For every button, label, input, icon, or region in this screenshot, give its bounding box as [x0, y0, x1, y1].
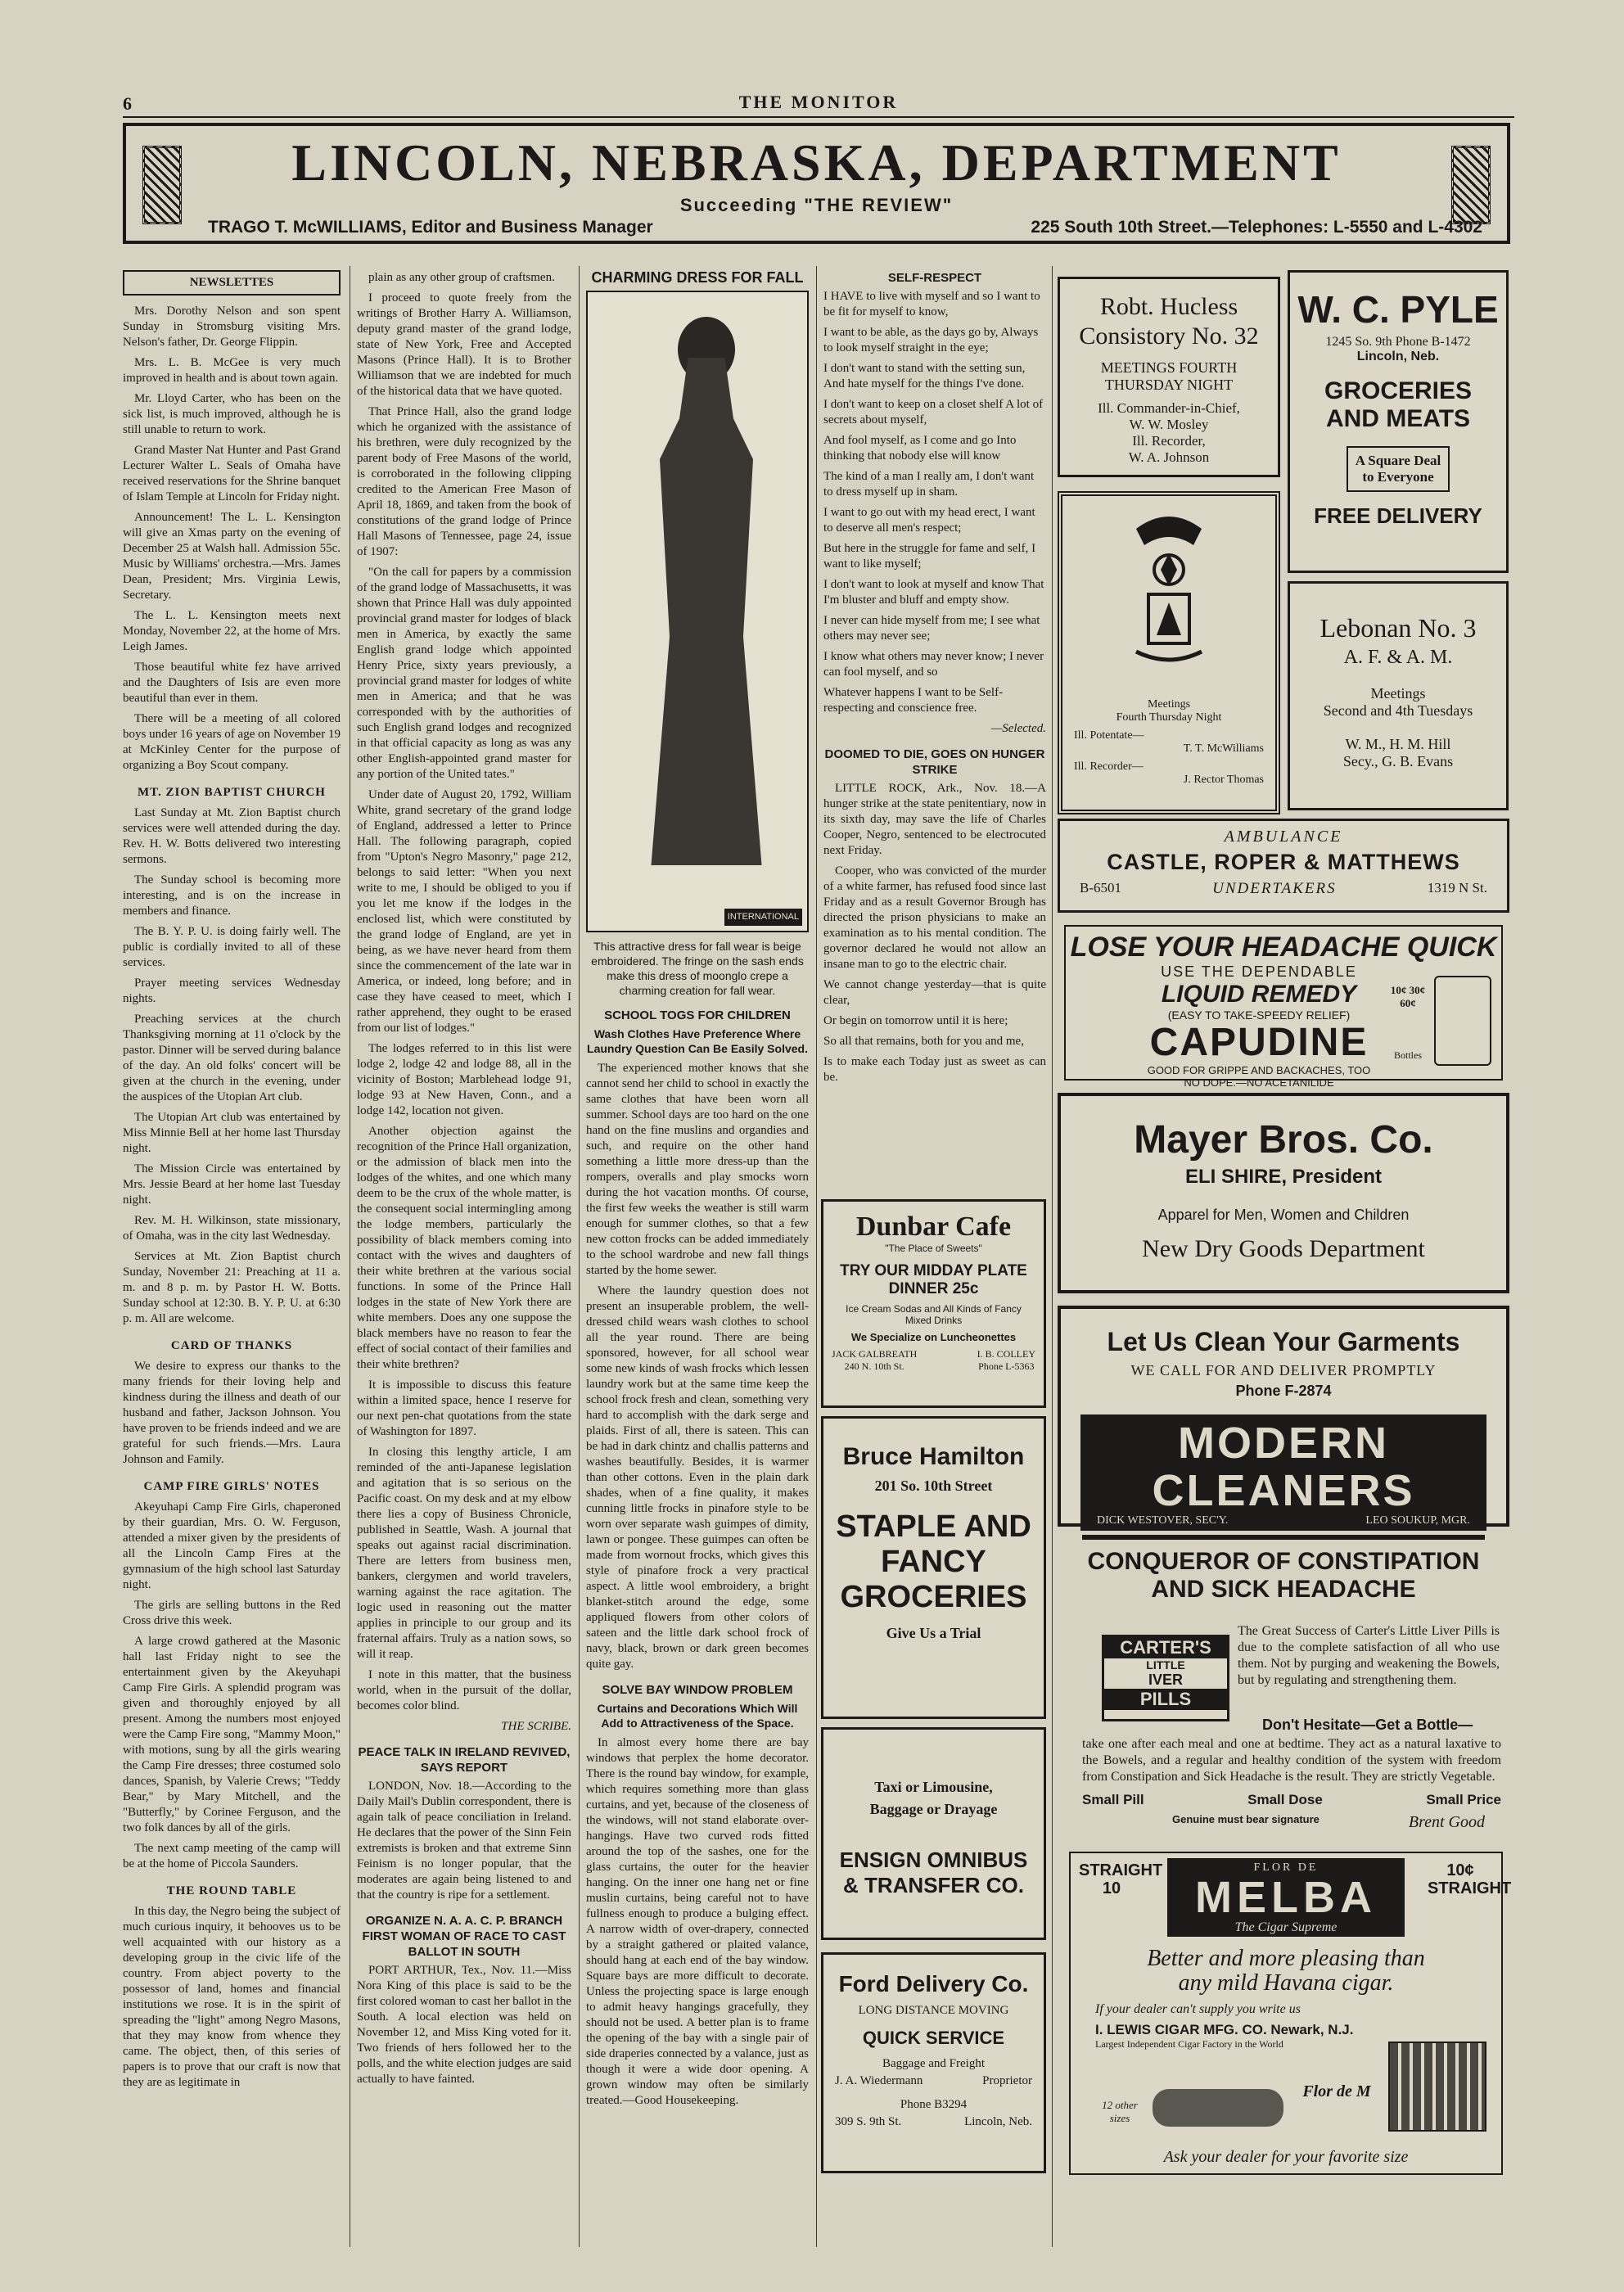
- roundtable-text: In this day, the Negro being the subject of much curious inquiry, it behooves us to be well acquainted with our history as a developing group in the civic life of the country. From abject poverty to the possessor of land, homes and financial institutions we rose. It is in the spirit of spreading the "light" among Negro Masons, that they may know from whence they came. The object, then, of this series of papers is to prove that our craft is now that they are as legitimate in: [123, 1905, 341, 2089]
- news-item: Mr. Lloyd Carter, who has been on the sick list, is much improved, although he is still unable to return to work.: [123, 392, 341, 436]
- melba-left: STRAIGHT 10: [1079, 1861, 1163, 1897]
- hucless-name: Robt. Hucless Consistory No. 32: [1079, 293, 1259, 350]
- news-item: Grand Master Nat Hunter and Past Grand Lecturer Walter L. Seals of Omaha have received reservations for the Shrine banquet of Islam Temple at Lincoln for Friday night.: [123, 444, 341, 503]
- capudine-head: LOSE YOUR HEADACHE QUICK: [1070, 932, 1497, 963]
- melba-footer: Ask your dealer for your favorite size: [1163, 2148, 1409, 2166]
- melba-line2: any mild Havana cigar.: [1178, 1970, 1394, 1996]
- owner-name: JACK GALBREATH: [832, 1348, 918, 1360]
- poem-line: We cannot change yesterday—that is quite clear,: [823, 978, 1046, 1007]
- head-rule: [123, 116, 1514, 118]
- dunbar-left: [832, 1348, 917, 1373]
- capudine-line2: LIQUID REMEDY: [1161, 981, 1357, 1008]
- carters-hesitate: Don't Hesitate—Get a Bottle—: [1262, 1717, 1473, 1733]
- hamilton-line2: FANCY: [881, 1545, 986, 1579]
- news-item: The next camp meeting of the camp will be at the home of Piccola Saunders.: [123, 1842, 341, 1870]
- news-item: Mrs. L. B. McGee is very much improved in health and is about town again.: [123, 356, 341, 385]
- ford-delivery-ad: [821, 1952, 1046, 2173]
- shrine-line1: Meetings: [1147, 698, 1191, 711]
- masthead-subtitle: Succeeding "THE REVIEW": [679, 195, 954, 215]
- cleaners-banner: [1080, 1414, 1486, 1531]
- hamilton-line3: GROCERIES: [840, 1580, 1027, 1614]
- article-paragraph: plain as any other group of craftsmen.: [368, 271, 555, 284]
- castle-mid: UNDERTAKERS: [1212, 880, 1337, 897]
- pyle-line1: GROCERIES AND MEATS: [1324, 377, 1473, 432]
- campfire-heading: CAMP FIRE GIRLS' NOTES: [143, 1480, 320, 1493]
- photo-credit: INTERNATIONAL: [724, 909, 802, 926]
- ensign-ad: [821, 1727, 1046, 1940]
- lebanon-line2: Second and 4th Tuesdays: [1323, 702, 1473, 719]
- hucless-line4: Ill. Recorder,: [1132, 433, 1206, 449]
- paper-name: THE MONITOR: [738, 92, 899, 112]
- pyle-city: Lincoln, Neb.: [1356, 350, 1440, 363]
- news-item: There will be a meeting of all colored boys under 16 years of age on November 19 at McKinley Center for the purpose of organizing a Boy Scout company.: [123, 712, 341, 772]
- hamilton-ad: [821, 1416, 1046, 1719]
- melba-line1: Better and more pleasing than: [1147, 1946, 1425, 1971]
- ford-address-row: [835, 2115, 1032, 2129]
- cleaners-phone: Phone F-2874: [1235, 1383, 1332, 1399]
- melba-flor: FLOR DE: [1253, 1861, 1319, 1874]
- article-paragraph: "On the call for papers by a commission of the grand lodge of Massachusetts, it was shown that Prince Hall was duly appointed provincial grand master for lodges of black men in America, by exactly the same English grand lodge which appointed Henry Price, sixty years previously, a provincial grand master for lodges of white men in America; and that he was corresponded with by the authorities of such English grand lodges and recognized in that official capacity as long as was any other English-appointed grand master for any portion of the United tates.": [357, 566, 571, 781]
- ford-line3: Baggage and Freight: [882, 2057, 985, 2070]
- carters-body2: take one after each meal and one at bedtime. They act as a natural laxative to the Bowels, and a regular and healthy condition of the system with freedom from Constipation and Sick Headache is the result. They are strictly Vegetable.: [1082, 1737, 1501, 1784]
- poem-line: Or begin on tomorrow until it is here;: [823, 1014, 1008, 1027]
- article-paragraph: I note in this matter, that the business world, when in the pursuit of the dollar, becomes color blind.: [357, 1668, 571, 1712]
- shrine-line5: Ill. Recorder—: [1074, 760, 1144, 773]
- masthead: [123, 123, 1510, 244]
- ensign-name2: & TRANSFER CO.: [843, 1873, 1024, 1897]
- shrine-ad: [1058, 491, 1280, 814]
- ford-owner-row: [835, 2074, 1032, 2088]
- hucless-line1: MEETINGS FOURTH THURSDAY NIGHT: [1100, 359, 1238, 393]
- news-item: Prayer meeting services Wednesday nights.: [123, 977, 341, 1005]
- melba-maker2: Largest Independent Cigar Factory in the World: [1095, 2038, 1283, 2050]
- hamilton-name: Bruce Hamilton: [842, 1443, 1025, 1470]
- lebanon-lodge-ad: [1288, 581, 1509, 810]
- capudine-name: CAPUDINE: [1149, 1021, 1369, 1064]
- ford-address: 309 S. 9th St.: [835, 2115, 902, 2128]
- carters-signature: Brent Good: [1408, 1813, 1485, 1831]
- hamilton-address: 201 So. 10th Street: [874, 1478, 993, 1494]
- peace-text: LONDON, Nov. 18.—According to the Daily Mail's Dublin correspondent, there is again talk of peace conciliation in Ireland. He declares that the power of the Sinn Fein extremists is broken and that extreme Sinn Feinism is no longer popular, that the moderates are again being listened to and that the country is ripe for a settlement.: [357, 1780, 571, 1902]
- melba-line3: If your dealer can't supply you write us: [1095, 2002, 1301, 2016]
- poem-line: Is to make each Today just as sweet as can be.: [823, 1055, 1046, 1084]
- ford-phone: Phone B3294: [900, 2098, 968, 2111]
- news-item: The girls are selling buttons in the Red Cross drive this week.: [123, 1599, 341, 1627]
- poem-line: I know what others may never know; I never can fool myself, and so: [823, 650, 1044, 679]
- carters-logo4: PILLS: [1104, 1689, 1227, 1710]
- ford-line2: QUICK SERVICE: [862, 2028, 1005, 2048]
- poem-signature: —Selected.: [990, 722, 1046, 735]
- modern-cleaners-ad: [1058, 1306, 1509, 1527]
- article-paragraph: In almost every home there are bay windows that perplex the home decorator. There is the round bay window, for example, which requires something more than glass curtains, and yet, because of the closeness of the windows, will not stand elaborate over-hangings. Have two curved rods fitted around the top of the sashes, one for the glass curtains, the outer for the heavier hanging. On the inner one hang net or fine muslin curtains, being careful not to have fullness enough to produce a bulging effect. A narrow width of over-drapery, connected by a straight gathered or plaited valance, should hang at each end of the bay window. Square bays are more difficult to decorate. Unless the projecting space is large enough to admit heavy hangings gracefully, they should not be used. A better plan is to frame the opening of the bay with a single pair of side draperies connected by a valance, just as though it were a wide door opening. A grown window may often be similarly treated.—Good Housekeeping.: [586, 1736, 809, 2107]
- carters-small2: Small Dose: [1247, 1792, 1323, 1807]
- poem-line: I don't want to look at myself and know That I'm bluster and bluff and empty show.: [823, 578, 1044, 607]
- shrine-line6: J. Rector Thomas: [1183, 774, 1264, 786]
- carters-logo: [1102, 1635, 1229, 1721]
- column-2: [357, 270, 571, 2251]
- capudine-prices: 10¢ 30¢ 60¢: [1390, 984, 1426, 1009]
- news-item: The Sunday school is becoming more interesting, and is on the increase in members and finance.: [123, 873, 341, 918]
- ensign-line2: Baggage or Drayage: [869, 1801, 998, 1817]
- news-item: A large crowd gathered at the Masonic hall last Friday night to see the entertainment given by the Akeyuhapi Camp Fire Girls. A splendid program was given and thoroughly enjoyed by all present. Among the numbers most enjoyed were the Camp Fire song, "Mammy Moon," with motions, sung by all the girls wearing the Camp Fire dresses; three costumed solo dances, Spanish, by Valerie Crews; "Teddy Bear," by Mary Mitchell, and the "Butterfly," by Corinee Ferguson, and the two folk dances by all of the girls.: [123, 1635, 341, 1834]
- article-paragraph: The lodges referred to in this list were lodge 2, lodge 42 and lodge 88, all in the vicinity of Boston; Marblehead lodge 91, lodge 93 at New Haven, Conn., and a lodge 142, location not given.: [357, 1042, 571, 1117]
- column-rule: [816, 266, 817, 2247]
- fashion-title: CHARMING DRESS FOR FALL: [591, 269, 804, 286]
- melba-other: 12 other sizes: [1102, 2099, 1138, 2124]
- carters-head2: AND SICK HEADACHE: [1151, 1576, 1416, 1603]
- togs-subheading: Wash Clothes Have Preference Where Laundry Question Can Be Easily Solved.: [587, 1027, 808, 1055]
- dunbar-right: [977, 1348, 1035, 1373]
- column-rule: [1052, 266, 1053, 2247]
- news-item: The L. L. Kensington meets next Monday, November 22, at the home of Mrs. Leigh James.: [123, 609, 341, 653]
- news-item: Those beautiful white fez have arrived and the Daughters of Isis are even more beautiful than ever in them.: [123, 661, 341, 705]
- lebanon-name: Lebonan No. 3: [1320, 613, 1477, 643]
- poem-line: Whatever happens I want to be Self-respecting and conscience free.: [823, 686, 1004, 715]
- capudine-line1: USE THE DEPENDABLE: [1161, 963, 1357, 980]
- pyle-name: W. C. PYLE: [1297, 288, 1499, 331]
- melba-right: 10¢ STRAIGHT: [1428, 1861, 1512, 1897]
- carters-small3: Small Price: [1426, 1792, 1501, 1807]
- mayer-bros-ad: [1058, 1093, 1509, 1293]
- lebanon-line3: W. M., H. M. Hill: [1345, 736, 1451, 752]
- dunbar-owners: [832, 1348, 1035, 1373]
- carters-head1: CONQUEROR OF CONSTIPATION: [1087, 1548, 1480, 1575]
- article-signature: THE SCRIBE.: [501, 1720, 571, 1733]
- column-3: [586, 270, 809, 2251]
- ford-title: Proprietor: [982, 2074, 1032, 2087]
- carters-logo2: LITTLE: [1146, 1658, 1185, 1672]
- castle-address: 1319 N St.: [1427, 880, 1487, 896]
- dunbar-tagline: "The Place of Sweets": [885, 1243, 982, 1254]
- hucless-line2: Ill. Commander-in-Chief,: [1098, 400, 1240, 416]
- thanks-heading: CARD OF THANKS: [170, 1339, 293, 1352]
- hucless-consistory-ad: [1058, 277, 1280, 477]
- article-paragraph: Where the laundry question does not present an insuperable problem, the well-dressed child wears wash clothes to school all the year round. There are being sponsored, however, for all school wear some new kinds of wash frocks which lessen laundry work but at the same time keep the school frock fresh and clean, something very hard to accomplish with the dark serge and plaids. First of all, there is sateen. This can be had in dark chintz and challis patterns and washes beautifully. Besides, it is warmer than other cottons. Even in the plain dark shades, when of a fine quality, it makes cunning little frocks in pinafore style to be worn over separate wash guimpes of dimity, lawn or pongee. These guimpes can often be made from wornout frocks, which gives this style of pinafore frock a very practical aspect. A little wool embroidery, a bright blanket-stitch around the edge, some appliqued flowers from other colors of sateen and the little dark school frock of navy, black, brown or dark green becomes quite gay.: [586, 1284, 809, 1671]
- article-paragraph: The experienced mother knows that she cannot send her child to school in exactly the same clothes that have been worn all summer. School days are too hard on the one hand on the fine muslins and organdies and such, and require on the other hand something a little more dress-up than the rompers, overalls and play smocks worn during the hot vacation months. Of course, the first few weeks the weather is still warm enough for summer clothes, so that a few new cotton frocks can be added immediately to the school wardrobe and new fall things started by the home sewer.: [586, 1062, 809, 1277]
- hucless-line5: W. A. Johnson: [1128, 449, 1210, 465]
- poem-line: I want to go out with my head erect, I want to deserve all men's respect;: [823, 506, 1035, 535]
- column-4: [823, 270, 1046, 1203]
- mayer-line1: Apparel for Men, Women and Children: [1157, 1207, 1410, 1223]
- poem-line: I HAVE to live with myself and so I want to be fit for myself to know,: [823, 290, 1040, 318]
- togs-heading: SCHOOL TOGS FOR CHILDREN: [604, 1008, 791, 1022]
- news-item: Rev. M. H. Wilkinson, state missionary, of Omaha, was in the city last Wednesday.: [123, 1214, 341, 1243]
- carters-logo3: IVER: [1148, 1672, 1183, 1688]
- poem-line: I want to be able, as the days go by, Always to look myself straight in the eye;: [823, 326, 1039, 354]
- capudine-line4: GOOD FOR GRIPPE AND BACKACHES, TOO: [1147, 1064, 1371, 1076]
- news-item: Preaching services at the church Thanksgiving morning at 11 o'clock by the pastor. Dinner will be served during balance of the day. An old folks' concert will be given at the church in the evening, under the auspices of the Utopian Art club.: [123, 1013, 341, 1103]
- roundtable-heading: THE ROUND TABLE: [166, 1884, 297, 1897]
- pyle-grocery-ad: [1288, 270, 1509, 573]
- mayer-line2: New Dry Goods Department: [1142, 1235, 1425, 1262]
- hamilton-line1: STAPLE AND: [836, 1509, 1031, 1544]
- news-item: Services at Mt. Zion Baptist church Sunday, November 21: Preaching at 11 a. m. and 8 p. m. by Pastor H. W. Botts. Sunday school at 12:30. B. Y. P. U. at 6:30 p. m. All are welcome.: [123, 1250, 341, 1325]
- glass-icon: [1434, 976, 1491, 1066]
- hamilton-line4: Give Us a Trial: [886, 1625, 981, 1641]
- owner-name: I. B. COLLEY: [977, 1348, 1035, 1360]
- zion-heading: MT. ZION BAPTIST CHURCH: [138, 786, 326, 799]
- article-paragraph: In closing this lengthy article, I am reminded of the anti-Japanese legislation and agitation that is so serious on the Pacific coast. On my desk and at my elbow there lies a copy of Business Chronicle, published in Seattle, Wash. A journal that speaks out against racial discrimination. There are letters from business men, bankers, clergymen and world travelers, warning against the race agitation. The logic used in reasoning out the matter applies in principle to our group and its fraternal affairs. Truly as a nation sows, so will it reap.: [357, 1446, 571, 1661]
- capudine-bottles: Bottles: [1393, 1049, 1422, 1061]
- article-paragraph: LITTLE ROCK, Ark., Nov. 18.—A hunger strike at the state penitentiary, now in its sixth day, may save the life of Charles Cooper, Negro, sentenced to be electrocuted next Friday.: [823, 782, 1046, 857]
- lebanon-line1: Meetings: [1370, 685, 1426, 702]
- poem-line: I don't want to keep on a closet shelf A lot of secrets about myself,: [823, 398, 1044, 426]
- mayer-president: ELI SHIRE, President: [1184, 1166, 1383, 1188]
- carters-small1: Small Pill: [1082, 1792, 1144, 1807]
- news-item: The Mission Circle was entertained by Mrs. Jessie Beard at her home last Tuesday night.: [123, 1162, 341, 1207]
- ford-city: Lincoln, Neb.: [964, 2115, 1032, 2128]
- melba-banner: [1167, 1858, 1405, 1937]
- poem-line: The kind of a man I really am, I don't want to dress myself up in sham.: [823, 470, 1035, 499]
- shrine-line2: Fourth Thursday Night: [1116, 711, 1222, 724]
- article-paragraph: That Prince Hall, also the grand lodge which he organized with the assistance of his brethren, were duly recognized by the parent body of Free Masons of the world, is corroborated in the following clipping credited to the American Free Mason of April 18, 1869, and taken from the book of constitutions of the grand lodge of Prince Hall Masons of Tennessee, page 24, issue of 1907:: [357, 405, 571, 558]
- cleaners-staff: [1097, 1514, 1470, 1527]
- shrine-line3: Ill. Potentate—: [1074, 729, 1144, 742]
- thanks-text: We desire to express our thanks to the many friends for their loving help and kindness during the illness and death of our husband and father, Jackson Johnson. You have proven to be friends indeed and we are grateful for such friends.—Mrs. Laura Johnson and Family.: [123, 1360, 341, 1466]
- naacp-text: PORT ARTHUR, Tex., Nov. 11.—Miss Nora King of this place is said to be the first colored woman to cast her ballot in the South. A local election was held on November 12, and Miss King voted for it. Two friends of hers followed her to the polls, and the white election judges are said actually to have fainted.: [357, 1964, 571, 2086]
- respect-heading: SELF-RESPECT: [887, 271, 982, 285]
- newsletters-heading: NEWSLETTES: [123, 270, 341, 296]
- shrine-line4: T. T. McWilliams: [1183, 742, 1264, 755]
- castle-top: AMBULANCE: [1224, 828, 1343, 846]
- peace-heading: PEACE TALK IN IRELAND REVIVED, SAYS REPORT: [358, 1745, 571, 1775]
- poem-line: I never can hide myself from me; I see what others may never see;: [823, 614, 1040, 643]
- mayer-name: Mayer Bros. Co.: [1134, 1118, 1433, 1162]
- capudine-line5: NO DOPE.—NO ACETANILIDE: [1184, 1076, 1334, 1089]
- cigar-icon: [1153, 2089, 1283, 2127]
- poem-line: So all that remains, both for you and me,: [823, 1035, 1024, 1048]
- article-paragraph: I proceed to quote freely from the writings of Brother Harry A. Williamson, deputy grand master of the grand lodge, state of New York, Free and Accepted Masons (Prince Hall). It is to Brother Williamson that we are indebted for much of the historical data that we have quoted.: [357, 291, 571, 398]
- dunbar-line2: We Specialize on Luncheonettes: [850, 1331, 1017, 1343]
- melba-box: Flor de M: [1302, 2082, 1371, 2100]
- hucless-line3: W. W. Mosley: [1129, 417, 1209, 432]
- dunbar-line1: Ice Cream Sodas and All Kinds of Fancy Mixed Drinks: [846, 1303, 1022, 1326]
- cleaners-line1: WE CALL FOR AND DELIVER PROMPTLY: [1130, 1362, 1437, 1378]
- column-rule: [579, 266, 580, 2247]
- castle-phone: B-6501: [1080, 880, 1121, 896]
- ensign-line1: Taxi or Limousine,: [874, 1779, 993, 1795]
- article-paragraph: Another objection against the recognition of the Prince Hall organization, or the admission of black men into the lodges of the whites, and one which many deem to be the crux of the whole matter, is the consequent social intermingling among the lodge members, particularly the possibility of black members coming into contact with the wives and daughters of their white brethren at the various social functions. In some of the Prince Hall lodges in the state of New York there are white members. Does any one suppose the black members have no reason to fear the effect of social contact of their families and their white brethren?: [357, 1125, 571, 1371]
- news-item: Mrs. Dorothy Nelson and son spent Sunday in Stromsburg visiting Mrs. Nelson's father, Dr. George Flippin.: [123, 305, 341, 349]
- article-paragraph: Under date of August 20, 1792, William White, grand secretary of the grand lodge of England, addressed a letter to Prince Hall. The following paragraph, copied from "Upton's Negro Masonry," page 212, belongs to said letter: "When you next write to me, I should be obliged to you if you let me know if the lodges in the enclosed list, which were constituted by the grand lodge of England, are yet in being, as we have never heard from them since the commencement of the late war in America, or indeed, long before; and in case they have ceased to meet, which I rather apprehend, they ought to be erased from our list of lodges.": [357, 788, 571, 1035]
- pyle-deal: A Square Deal to Everyone: [1347, 446, 1450, 492]
- page-number: 6: [123, 93, 132, 114]
- column-1: [123, 270, 341, 2251]
- owner-address: 240 N. 10th St.: [844, 1360, 904, 1372]
- cigar-box-icon: [1388, 2042, 1486, 2132]
- poem-line: And fool myself, as I come and go Into thinking that nobody else will know: [823, 434, 1017, 462]
- ford-line1: LONG DISTANCE MOVING: [858, 2004, 1009, 2017]
- ensign-name1: ENSIGN OMNIBUS: [839, 1848, 1028, 1872]
- carters-body: The Great Success of Carter's Little Liver Pills is due to the complete satisfaction of all who use them. Not by purging and weakening the Bowels, but by regulating and strengthening them.: [1238, 1624, 1500, 1687]
- news-item: The B. Y. P. U. is doing fairly well. The public is cordially invited to all of these services.: [123, 925, 341, 969]
- pyle-line2: FREE DELIVERY: [1314, 503, 1482, 528]
- department-title: LINCOLN, NEBRASKA, DEPARTMENT: [291, 133, 1342, 192]
- carters-small-row: [1082, 1792, 1501, 1808]
- dunbar-offer: TRY OUR MIDDAY PLATE DINNER 25c: [840, 1262, 1027, 1297]
- news-item: Announcement! The L. L. Kensington will give an Xmas party on the evening of December 25 at Walsh hall. Admission 55c. Music by Williams' orchestra.—Mrs. James Dean, President; Mrs. Virginia Lewis, Secretary.: [123, 511, 341, 602]
- castle-undertakers-ad: [1058, 819, 1509, 913]
- running-head: [123, 90, 1514, 118]
- carters-rule: [1082, 1535, 1485, 1540]
- news-item: The Utopian Art club was entertained by Miss Minnie Bell at her home last Thursday night.: [123, 1111, 341, 1155]
- melba-name: MELBA: [1195, 1873, 1377, 1922]
- lebanon-sub: A. F. & A. M.: [1343, 647, 1453, 668]
- carters-pills-ad: [1058, 1535, 1509, 1846]
- figure-dress: [645, 358, 768, 865]
- ford-owner: J. A. Wiedermann: [835, 2074, 923, 2087]
- poem-line: I don't want to stand with the setting sun, And hate myself for the things I've done.: [823, 362, 1026, 390]
- poem-line: But here in the struggle for fame and self, I want to like myself;: [823, 542, 1036, 571]
- pyle-address: 1245 So. 9th Phone B-1472: [1325, 335, 1471, 349]
- melba-maker: I. LEWIS CIGAR MFG. CO. Newark, N.J.: [1095, 2022, 1354, 2037]
- cleaners-left: DICK WESTOVER, SEC'Y.: [1097, 1514, 1229, 1527]
- carters-logo1: CARTER'S: [1104, 1637, 1227, 1658]
- address-line: 225 South 10th Street.—Telephones: L-5550 and L-4302: [1031, 218, 1482, 237]
- capudine-line3: (EASY TO TAKE-SPEEDY RELIEF): [1167, 1008, 1351, 1022]
- castle-name: CASTLE, ROPER & MATTHEWS: [1107, 850, 1460, 874]
- dunbar-name: Dunbar Cafe: [855, 1211, 1012, 1242]
- naacp-heading: ORGANIZE N. A. A. C. P. BRANCH FIRST WOMAN OF RACE TO CAST BALLOT IN SOUTH: [362, 1914, 566, 1959]
- article-paragraph: Cooper, who was convicted of the murder of a white farmer, has refused food since last Friday and as a result Governor Brough has directed the prison physicians to make an examination as to his mental condition. The governor declared he would not allow an insane man to go to the electric chair.: [823, 864, 1046, 971]
- castle-row: [1080, 880, 1487, 898]
- melba-cigar-ad: [1069, 1852, 1512, 2175]
- article-paragraph: It is impossible to discuss this feature within a limited space, hence I reserve for our next pen-chat quotations from the state of Washington for 1897.: [357, 1378, 571, 1438]
- lebanon-line4: Secy., G. B. Evans: [1342, 753, 1454, 769]
- shrine-emblem-icon: [1120, 512, 1218, 676]
- editor-line: TRAGO T. McWILLIAMS, Editor and Business Manager: [208, 218, 653, 237]
- dress-illustration: [586, 291, 809, 932]
- bay-heading: SOLVE BAY WINDOW PROBLEM: [602, 1683, 793, 1697]
- melba-tag: The Cigar Supreme: [1234, 1920, 1338, 1934]
- news-item: Akeyuhapi Camp Fire Girls, chaperoned by their guardian, Mrs. O. W. Ferguson, attended a mixer given by the presidents of all the Lincoln Camp Fires at the gymnasium of the high school last Saturday night.: [123, 1500, 341, 1591]
- carters-genuine: Genuine must bear signature: [1172, 1813, 1320, 1825]
- ford-name: Ford Delivery Co.: [838, 1971, 1029, 1996]
- doomed-heading: DOOMED TO DIE, GOES ON HUNGER STRIKE: [824, 747, 1045, 777]
- dunbar-cafe-ad: [821, 1199, 1046, 1408]
- dress-caption: This attractive dress for fall wear is beige embroidered. The fringe on the sash ends make this dress of moonglo crepe a charming creation for fall wear.: [591, 940, 804, 997]
- owner-phone: Phone L-5363: [978, 1360, 1035, 1372]
- bay-subheading: Curtains and Decorations Which Will Add to Attractiveness of the Space.: [597, 1702, 798, 1730]
- cleaners-right: LEO SOUKUP, MGR.: [1365, 1514, 1470, 1527]
- cleaners-head: Let Us Clean Your Garments: [1107, 1327, 1460, 1356]
- cleaners-name: MODERN CLEANERS: [1152, 1419, 1415, 1515]
- capudine-ad: [1064, 925, 1503, 1089]
- news-item: Last Sunday at Mt. Zion Baptist church services were well attended during the day. Rev. H. W. Botts delivered two interesting sermons.: [123, 806, 341, 866]
